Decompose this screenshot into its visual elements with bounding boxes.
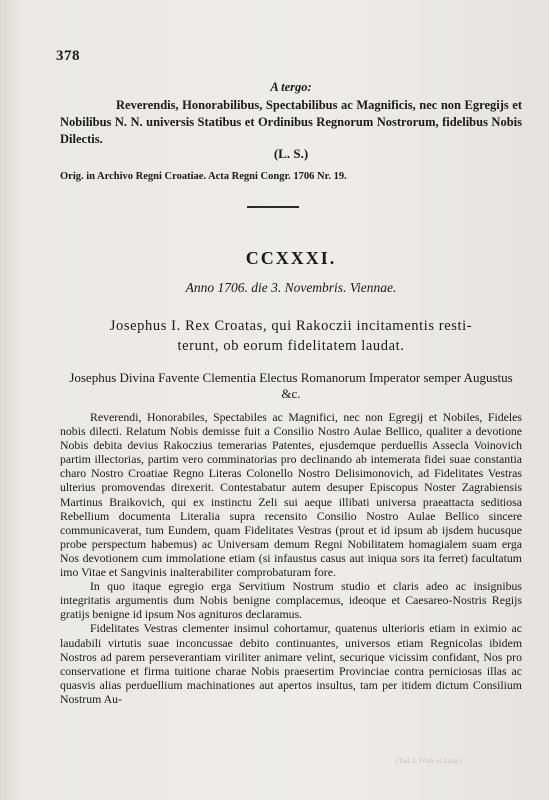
document-number: CCXXXI. (245, 248, 337, 268)
section-divider (247, 206, 299, 208)
paragraph: Fidelitates Vestras clementer insimul cohortamur, quatenus ulterioris etiam in eximio ac laudabili virtutis suae inconcussae debito continuantes, universos etiam Regnicolas ibidem Nostros ad parem perseverantiam viriliter animare velint, securique vicissim confidant, Nos pro conservatione et firma tuitione charae Nobis praesertim Provinciae contra perniciosas illas ac quasvis alias perduellium machinationes aut apertos insultus, tam per itidem dictum Consilium Nostrum Au- (60, 621, 522, 706)
page-number: 378 (56, 48, 80, 64)
title-line-1: Josephus I. Rex Croatas, qui Rakoczii incitamentis resti- (109, 318, 473, 334)
source-note: Orig. in Archivo Regni Croatiae. Acta Regni Congr. 1706 Nr. 19. (60, 171, 347, 182)
paragraph: In quo itaque egregio erga Servitium Nostrum studio et claris adeo ac insignibus integritatis argumentis dum Nobis benigne complacemus, ideoque et Caesareo-Nostris Regijs gratijs benigne id ipsum Nos agnituros declaramus. (60, 579, 522, 622)
address-block (60, 97, 522, 148)
address-text: Reverendis, Honorabilibus, Spectabilibus ac Magnificis, nec non Egregijs et Nobilibus N. N. universis Statibus et Ordinibus Regnorum Nostrorum, fidelibus Nobis Dilectis. (60, 98, 522, 146)
subtitle: Josephus Divina Favente Clementia Electus Romanorum Imperator semper Augustus &c. (69, 370, 513, 401)
bleedthrough-text: [Tud. I. Frish. et Lang.] (396, 757, 462, 765)
seal-mark: (L. S.) (273, 146, 309, 161)
date-line: Anno 1706. die 3. Novembris. Viennae. (185, 280, 397, 295)
title-line-2: terunt, ob eorum fidelitatem laudat. (177, 338, 405, 354)
document-title (60, 316, 522, 356)
paragraph: Reverendi, Honorabiles, Spectabiles ac Magnifici, nec non Egregij et Nobiles, Fideles nobis dilecti. Relatum Nobis demisse fuit a Consilio Nostro Aulae Bellico, qualiter a devotione Nobis debita devius Rakoczius temerarias Patentes, ejusdemque perduellis Assecla Voinovich partim illectorias, partim vero comminatorias pro declinando ab intemerata fidei suae constantia charo Nostro Croatiae Regno Literas Colonello Nostro Delisimonovich, ad Fidelitates Vestras ulterius promovendas direxerit. Contestabatur autem desuper Episcopus Noster Zagrabiensis Martinus Braikovich, qui ex instinctu Zeli sui aeque illibati universa praeattacta seditiosa Rebellium documenta Literalia supra recensito Consilio Nostro Aulae Bellico sincere communicaverat, tum Eundem, quam Fidelitates Vestras (prout et id ipsum ab ijsdem hucusque probe perspectum habemus) ac Universam demum Regni Nobilitatem homagialem suam erga Nos devotionem cum immolatione etiam (si infaustus casus aut iniqua sors ita ferret) facultatum imo Vitae et Sangvinis inalterabiliter comprobaturam fore. (60, 410, 522, 580)
verso-heading: A tergo: (270, 80, 312, 94)
body-text (60, 410, 522, 706)
